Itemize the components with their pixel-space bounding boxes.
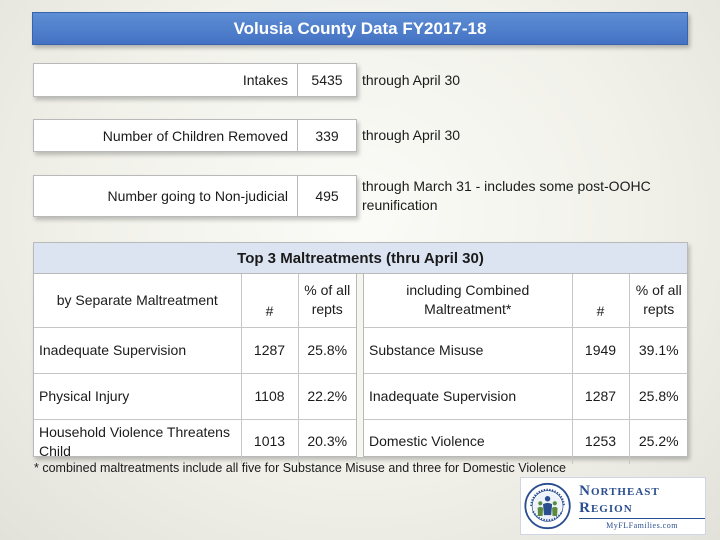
count-cell: 1287 [241,327,298,373]
column-header: including Combined Maltreatment* [364,274,572,327]
count-cell: 1013 [241,419,298,464]
stat-value: 339 [315,127,339,144]
stat-label: Intakes [34,64,298,96]
table-row [364,327,688,373]
stat-value: 5435 [311,72,343,88]
top-maltreatments-title: Top 3 Maltreatments (thru April 30) [34,243,687,274]
table-header-row [364,274,688,327]
region-name: Northeast Region [579,483,705,519]
stat-row-non-judicial [33,175,672,217]
maltreatment-name: Substance Misuse [364,327,572,373]
table-row [34,419,356,464]
maltreatment-name: Inadequate Supervision [34,327,241,373]
percent-cell: 39.1% [629,327,688,373]
stat-row-children-removed [33,119,672,152]
maltreatment-name: Physical Injury [34,373,241,419]
count-cell: 1287 [572,373,629,419]
percent-cell: 25.8% [298,327,356,373]
count-cell: 1949 [572,327,629,373]
separate-maltreatment-table [34,274,356,464]
maltreatment-name: Household Violence Threatens Child [34,419,241,464]
column-header: by Separate Maltreatment [34,274,241,327]
column-header: % of all repts [298,274,356,327]
stat-note: through March 31 - includes some post-OOHC reunification [362,178,651,213]
table-row [34,327,356,373]
percent-cell: 22.2% [298,373,356,419]
count-cell: 1108 [241,373,298,419]
stat-box [33,119,357,152]
stat-note: through April 30 [362,71,461,88]
maltreatment-name: Inadequate Supervision [364,373,572,419]
maltreatment-name: Domestic Violence [364,419,572,464]
dcf-seal-icon [524,480,571,532]
column-header: % of all repts [629,274,688,327]
table-row [34,373,356,419]
combined-maltreatment-table [364,274,688,464]
percent-cell: 20.3% [307,433,348,450]
percent-cell: 25.2% [638,433,679,450]
column-header: # [572,274,629,327]
count-cell: 1253 [572,419,629,464]
stat-label: Number of Children Removed [34,120,298,151]
slide-title: Volusia County Data FY2017-18 [32,12,688,45]
top-maltreatments-panel [33,242,688,457]
stat-row-intakes [33,63,672,97]
footnote: * combined maltreatments include all five for Substance Misuse and three for Domestic Violence [34,461,566,475]
table-header-row [34,274,356,327]
stat-label: Number going to Non-judicial [34,176,298,216]
stat-value: 495 [315,188,339,204]
stat-box [33,175,357,217]
stat-note: through April 30 [362,127,461,143]
table-divider [356,274,364,457]
table-row [364,373,688,419]
northeast-region-logo [520,477,706,535]
site-url: MyFLFamilies.com [606,520,678,530]
stat-box [33,63,357,97]
table-row [364,419,688,464]
column-header: # [241,274,298,327]
percent-cell: 25.8% [629,373,688,419]
